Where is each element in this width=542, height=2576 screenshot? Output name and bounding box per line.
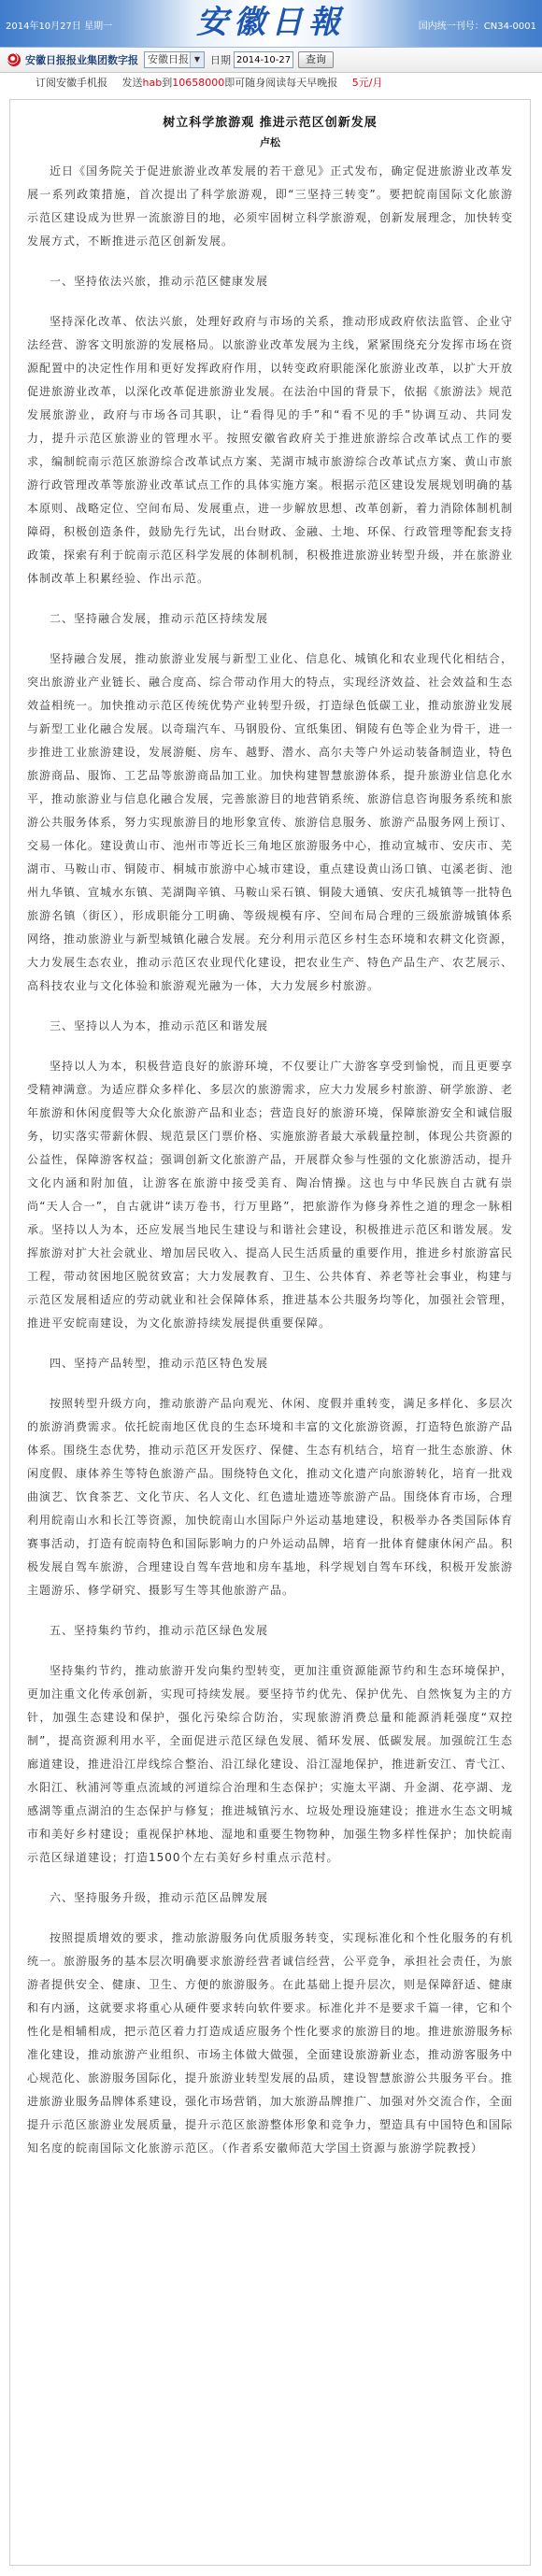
promo-suffix: 即可随身阅读每天早晚报 <box>224 77 338 89</box>
section-body: 按照转型升级方向，推动旅游产品向观光、休闲、度假并重转变，满足多样化、多层次的旅游消费需求。依托皖南地区优良的生态环境和丰富的文化旅游资源，打造特色旅游产品体系。围绕生态优势，推动示范区开发医疗、保健、生态有机结合，培育一批生态旅游、休闲度假、康体养生等特色旅游产品。围绕特色文化，推动文化遗产向旅游转化，培育一批戏曲演艺、饮食茶艺、文化节庆、名人文化、红色遗址遗迹等旅游产品。围绕体育市场，合理利用皖南山水和长江等资源，加快皖南山水国际户外运动基地建设，积极举办各类国际体育赛事活动，打造有皖南特色和国际影响力的户外运动品牌，培育一批体育健康休闲产品。积极发展自驾车旅游，合理建设自驾车营地和房车基地，科学规划自驾车环线，积极开发旅游主题游乐、修学研究、摄影写生等其他旅游产品。 <box>27 1397 514 1597</box>
section-heading: 一、坚持依法兴旅，推动示范区健康发展 <box>50 275 269 288</box>
promo-number: 10658000 <box>172 77 225 89</box>
query-button[interactable]: 查询 <box>298 51 334 68</box>
article-author: 卢松 <box>260 136 280 149</box>
section-body: 坚持融合发展，推动旅游业发展与新型工业化、信息化、城镇化和农业现代化相结合，突出旅游业产业链长、融合度高、综合带动作用大的特点，实现经济效益、社会效益和生态效益相统一。加快推动示范区传统优势产业转型升级，打造绿色低碳工业，推动旅游业发展与新型工业化融合发展。以奇瑞汽车、马钢股份、宣纸集团、铜陵有色等企业为骨干，进一步推进工业旅游建设，发展游艇、房车、越野、潜水、高尔夫等户外运动装备制造业，特色旅游商品、服饰、工艺品等旅游商品加工业。加快构建智慧旅游体系，提升旅游业信息化水平，推动旅游业与信息化融合发展，完善旅游目的地营销系统、旅游信息咨询服务系统和旅游公共服务体系，努力实现旅游目的地形象宣传、旅游信息服务、旅游产品服务网上预订、交易一体化。建设黄山市、池州市等近长三角地区旅游服务中心，推动宣城市、安庆市、芜湖市、马鞍山市、铜陵市、桐城市旅游中心城市建设，重点建设黄山汤口镇、屯溪老街、池州九华镇、宣城水东镇、芜湖陶辛镇、马鞍山采石镇、铜陵大通镇、安庆孔城镇等一批特色旅游名镇（街区），形成职能分工明确、等级规模有序、空间布局合理的三级旅游城镇体系网络，推动旅游业与新型城镇化融合发展。充分利用示范区乡村生态环境和农耕文化资源，大力发展生态农业，推动示范区农业现代化建设，把农业生产、特色产品生产、农艺展示、高科技农业与文化体验和旅游观光融为一体，大力发展乡村旅游。 <box>27 652 514 992</box>
article-section <box>27 1886 513 2160</box>
section-heading: 二、坚持融合发展，推动示范区持续发展 <box>50 612 269 625</box>
promo-keyword: hab <box>142 77 163 89</box>
section-heading: 六、坚持服务升级，推动示范区品牌发展 <box>50 1891 269 1904</box>
article-section <box>27 607 513 998</box>
issn-number: 国内统一刊号：CN34-0001 <box>418 21 536 32</box>
section-body: 坚持以人为本，积极营造良好的旅游环境，不仅要让广大游客享受到愉悦，而且更要享受精神满意。为适应群众多样化、多层次的旅游需求，应大力发展乡村旅游、研学旅游、老年旅游和休闲度假等大众化旅游产品和业态；营造良好的旅游环境，保障旅游安全和诚信服务，切实落实带薪休假、规范景区门票价格、实施旅游者最大承载量控制，体现公共资源的公益性，保障游客权益；强调创新文化旅游产品，开展群众参与性强的文化旅游活动，提升文化内涵和附加值，让游客在旅游中接受美育、陶冶情操。这也与中华民族自古就有崇尚“天人合一”，自古就讲“读万卷书，行万里路”，把旅游作为修身养性之道的理念一脉相承。坚持以人为本，还应发展当地民生建设与和谐社会建设，积极推进示范区和谐发展。发挥旅游对扩大社会就业、增加居民收入、提高人民生活质量的重要作用，推进乡村旅游富民工程，带动贫困地区脱贫致富；大力发展教育、卫生、公共体育、养老等社会事业，构建与示范区发展相适应的劳动就业和社会保障体系，推进基本公共服务均等化，加强社会管理，推进平安皖南建设，为文化旅游持续发展提供重要保障。 <box>27 1060 514 1330</box>
article-title: 树立科学旅游观 推进示范区创新发展 <box>163 116 378 130</box>
masthead <box>0 0 542 48</box>
section-heading: 五、坚持集约节约，推动示范区绿色发展 <box>50 1624 269 1637</box>
section-heading: 四、坚持产品转型，推动示范区特色发展 <box>50 1357 269 1370</box>
date-input[interactable] <box>234 51 293 68</box>
group-brand-link[interactable]: 安徽日报报业集团数字报 <box>25 54 138 66</box>
issue-date: 2014年10月27日 星期一 <box>6 21 113 32</box>
section-body: 坚持深化改革、依法兴旅，处理好政府与市场的关系，推动形成政府依法监管、企业守法经营、游客文明旅游的发展格局。以旅游业改革发展为主线，紧紧围绕充分发挥市场在资源配置中的决定性作用和更好发挥政府作用，以转变政府职能深化旅游业改革，以扩大开放促进旅游业改革，以深化改革促进旅游业发展。在法治中国的背景下，依据《旅游法》规范发展旅游业，政府与市场各司其职，让“看得见的手”和“看不见的手”协调互动、共同发力，提升示范区旅游业的管理水平。按照安徽省政府关于推进旅游综合改革试点工作的要求，编制皖南示范区旅游综合改革试点方案、芜湖市城市旅游综合改革试点方案、黄山市旅游行政管理改革等旅游业改革试点工作的具体实施方案。根据示范区建设发展规划明确的基本原则、战略定位、空间布局、发展重点，进一步解放思想、改革创新，着力消除体制机制障碍，积极创造条件，鼓励先行先试，出台财政、金融、土地、环保、行政管理等配套支持政策，探索有利于皖南示范区科学发展的体制机制，积极推进旅游业转型升级，并在旅游业体制改革上积累经验、作出示范。 <box>27 315 514 585</box>
subscribe-link[interactable]: 订阅安徽手机报 <box>36 77 107 89</box>
section-body: 坚持集约节约，推动旅游开发向集约型转变，更加注重资源能源节约和生态环境保护，更加注重文化传承创新，实现可持续发展。要坚持节约优先、保护优先、自然恢复为主的方针，加强生态建设和保护，强化污染综合防治，实现旅游消费总量和能源消耗强度“双控制”，提高资源利用水平，全面促进示范区绿色发展、循环发展、低碳发展。加强皖江生态廊道建设，推进沿江岸线综合整治、沿江绿化建设、沿江湿地保护，推进新安江、青弋江、水阳江、秋浦河等重点流域的河道综合治理和生态保护；实施太平湖、升金湖、花亭湖、龙感湖等重点湖泊的生态保护与修复；推进城镇污水、垃圾处理设施建设；推进水生态文明城市和美好乡村建设；重视保护林地、湿地和重要生物物种，加强生物多样性保护；加快皖南示范区绿道建设；打造1500个左右美好乡村重点示范村。 <box>27 1664 514 1864</box>
newspaper-logo: 安徽日報 <box>196 4 346 41</box>
chevron-down-icon[interactable]: ▼ <box>190 52 204 67</box>
paper-select-value: 安徽日报 <box>148 53 189 65</box>
article-panel <box>9 99 531 2566</box>
promo-send-prefix: 发送 <box>121 77 143 89</box>
article-intro: 近日《国务院关于促进旅游业改革发展的若干意见》正式发布，确定促进旅游业改革发展一系列政策措施，首次提出了科学旅游观，即“三坚持三转变”。要把皖南国际文化旅游示范区建设成为世界一流旅游目的地，必须牢固树立科学旅游观，创新发展理念，加快转变发展方式，不断推进示范区创新发展。 <box>27 164 514 248</box>
date-label: 日期 <box>210 54 231 66</box>
mobile-subscription-banner <box>0 75 542 92</box>
newspaper-logo-icon <box>7 53 21 66</box>
paper-select[interactable] <box>144 51 205 68</box>
article-section <box>27 270 513 591</box>
section-heading: 三、坚持以人为本，推动示范区和谐发展 <box>50 1019 269 1032</box>
section-body: 按照提质增效的要求，推动旅游服务向优质服务转变，实现标准化和个性化服务的有机统一。旅游服务的基本层次明确要求旅游经营者诚信经营，公平竞争，承担社会责任，为旅游者提供安全、健康、卫生、方便的旅游服务。在此基础上提升层次，则是保障舒适、健康和有内涵，这就要求将重心从硬件要求转向软件要求。标准化并不是要求千篇一律，它和个性化是相辅相成，把示范区着力打造成适应服务个性化要求的旅游目的地。推进旅游服务标准化建设，推动旅游产业组织、市场主体做大做强，全面建设旅游新业态，推动游客服务中心规范化、旅游服务国际化，提升旅游业转型发展的品质，建设智慧旅游公共服务平台。推进旅游业服务品牌体系建设，强化市场营销，加大旅游品牌推广、加强对外交流合作，全面提升示范区旅游业发展质量，提升示范区旅游整体形象和竞争力，塑造具有中国特色和国际知名度的皖南国际文化旅游示范区。（作者系安徽师范大学国土资源与旅游学院教授） <box>27 1931 514 2155</box>
promo-price: 5元/月 <box>351 77 383 89</box>
article-section <box>27 1619 513 1870</box>
promo-to: 到 <box>162 77 173 89</box>
article-section <box>27 1352 513 1602</box>
toolbar <box>0 48 542 73</box>
article-section <box>27 1015 513 1335</box>
